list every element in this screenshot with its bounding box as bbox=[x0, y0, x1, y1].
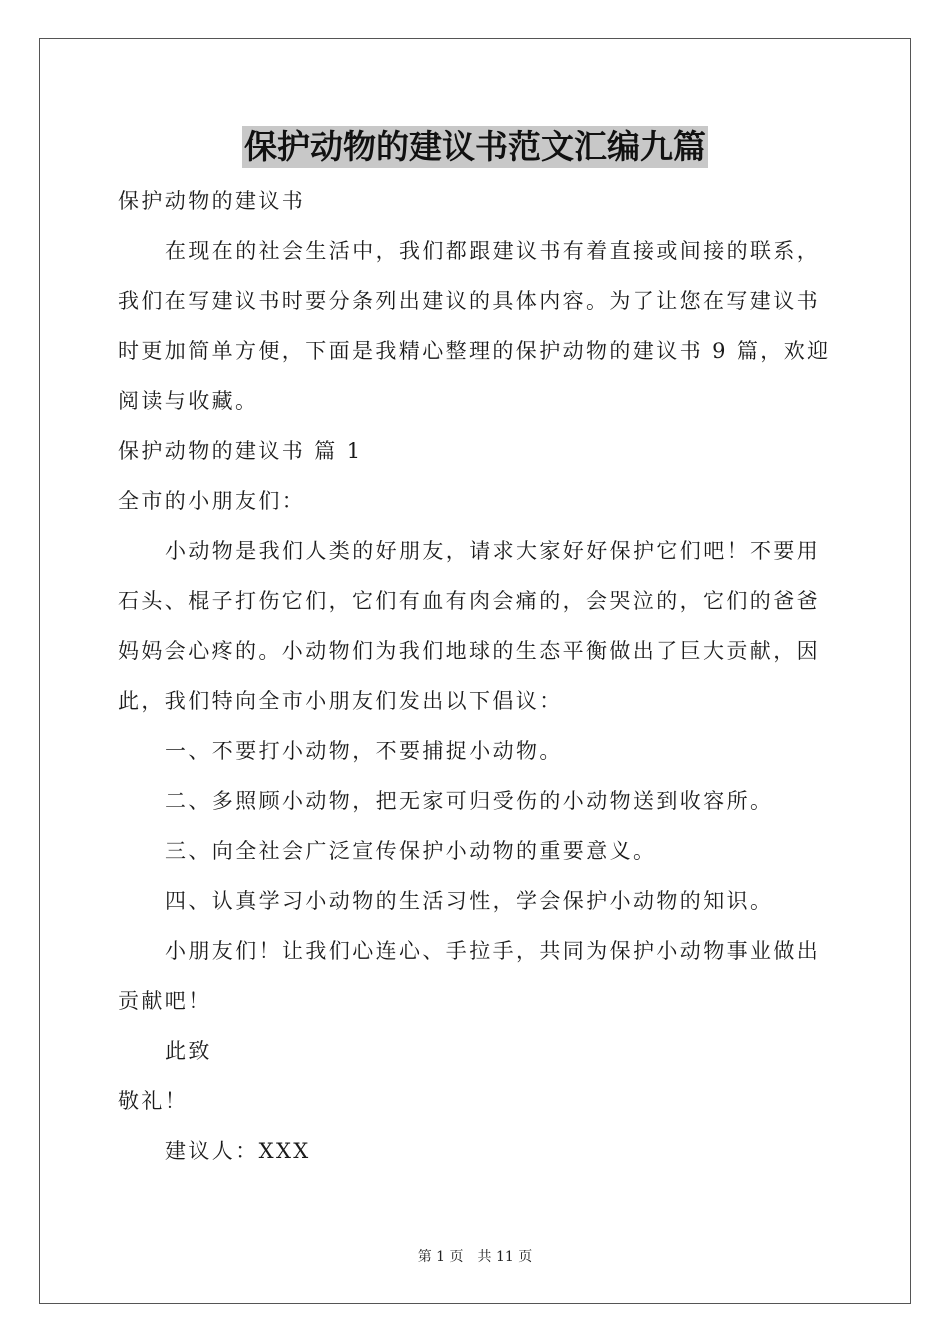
text-line-subtitle: 保护动物的建议书 bbox=[118, 189, 306, 213]
text-line: 此，我们特向全市小朋友们发出以下倡议： bbox=[118, 689, 563, 713]
text-line: 妈妈会心疼的。小动物们为我们地球的生态平衡做出了巨大贡献，因 bbox=[118, 639, 820, 663]
text-line: 小朋友们！让我们心连心、手拉手，共同为保护小动物事业做出 bbox=[165, 939, 821, 963]
text-line: 小动物是我们人类的好朋友，请求大家好好保护它们吧！不要用 bbox=[165, 539, 821, 563]
salutation: 全市的小朋友们： bbox=[118, 489, 306, 513]
text-line: 时更加简单方便，下面是我精心整理的保护动物的建议书 9 篇，欢迎 bbox=[118, 339, 831, 363]
text-line: 在现在的社会生活中，我们都跟建议书有着直接或间接的联系， bbox=[165, 239, 821, 263]
list-item: 四、认真学习小动物的生活习性，学会保护小动物的知识。 bbox=[165, 889, 774, 913]
page-total: 共 11 页 bbox=[477, 1249, 533, 1265]
list-item: 一、不要打小动物，不要捕捉小动物。 bbox=[165, 739, 563, 763]
text-line: 我们在写建议书时要分条列出建议的具体内容。为了让您在写建议书 bbox=[118, 289, 820, 313]
closing-line: 敬礼！ bbox=[118, 1089, 189, 1113]
closing-line: 此致 bbox=[165, 1039, 212, 1063]
document-title: 保护动物的建议书范文汇编九篇 bbox=[244, 127, 706, 166]
text-line: 贡献吧！ bbox=[118, 989, 212, 1013]
section-heading: 保护动物的建议书 篇 1 bbox=[118, 439, 363, 463]
text-line: 阅读与收藏。 bbox=[118, 389, 259, 413]
page-number: 第 1 页 bbox=[417, 1249, 464, 1265]
title-container bbox=[0, 126, 950, 168]
list-item: 三、向全社会广泛宣传保护小动物的重要意义。 bbox=[165, 839, 657, 863]
document-body bbox=[118, 176, 834, 1176]
page-footer bbox=[0, 1247, 950, 1267]
signature-line: 建议人：XXX bbox=[165, 1139, 311, 1163]
text-line: 石头、棍子打伤它们，它们有血有肉会痛的，会哭泣的，它们的爸爸 bbox=[118, 589, 820, 613]
list-item: 二、多照顾小动物，把无家可归受伤的小动物送到收容所。 bbox=[165, 789, 774, 813]
